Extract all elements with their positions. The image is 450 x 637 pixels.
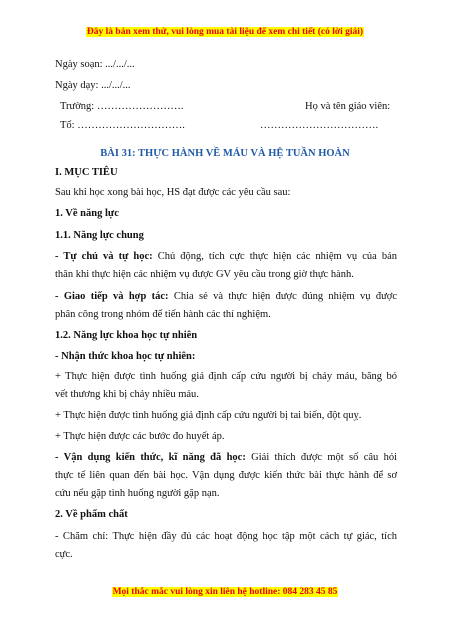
heading-nang-luc-khtn: 1.2. Năng lực khoa học tự nhiên xyxy=(55,330,198,341)
paragraph-cham-chi: - Chăm chỉ: Thực hiện đầy đủ các hoạt động học tập một cách tự giác, tích xyxy=(55,531,397,542)
heading-pham-chat: 2. Về phẩm chất xyxy=(55,509,128,520)
preview-banner xyxy=(0,27,450,37)
paragraph-giao-tiep: - Giao tiếp và hợp tác: Chia sẻ và thực hiện được đúng nhiệm vụ được xyxy=(55,291,397,302)
bullet-cap-cuu: + Thực hiện được tình huống giả định cấp cứu người bị chảy máu, băng bó xyxy=(55,371,397,382)
bullet-tai-bien: + Thực hiện được tình huống giả định cấp cứu người bị tai biến, đột quỵ. xyxy=(55,410,362,421)
heading-nang-luc: 1. Về năng lực xyxy=(55,208,119,219)
teacher-name-field: Họ và tên giáo viên: xyxy=(305,101,391,112)
preview-banner-text: Đây là bản xem thử, vui lòng mua tài liệu để xem chi tiết (có lời giải) xyxy=(86,27,364,37)
to-field: Tổ: …………………………. xyxy=(60,120,185,131)
to-dots: ……………………………. xyxy=(260,120,379,131)
hotline-banner xyxy=(0,587,450,597)
heading-nang-luc-chung: 1.1. Năng lực chung xyxy=(55,230,144,241)
hotline-banner-text: Mọi thắc mắc vui lòng xin liên hệ hotline: 084 283 45 85 xyxy=(112,587,338,597)
truong-field: Trường: ……………………. xyxy=(60,101,184,112)
intro-text: Sau khi học xong bài học, HS đạt được các yêu cầu sau: xyxy=(55,187,291,198)
paragraph-giao-tiep-cont: phân công trong nhóm để tiến hành các thí nghiệm. xyxy=(55,309,271,320)
bullet-cap-cuu-cont: vết thương khi bị chảy nhiều máu. xyxy=(55,389,199,400)
bullet-huyet-ap: + Thực hiện được các bước đo huyết áp. xyxy=(55,431,225,442)
paragraph-van-dung: - Vận dụng kiến thức, kĩ năng đã học: Giải thích được một số câu hỏi xyxy=(55,452,398,463)
ngay-day: Ngày dạy: .../.../... xyxy=(55,80,131,91)
paragraph-tu-chu-cont: thân khi thực hiện các nhiệm vụ được GV yêu cầu trong giờ thực hành. xyxy=(55,269,354,280)
paragraph-cham-chi-cont: cực. xyxy=(55,549,73,560)
paragraph-van-dung-end: cứu nếu gặp tình huống người gặp nạn. xyxy=(55,488,220,499)
heading-nhan-thuc: - Nhận thức khoa học tự nhiên: xyxy=(55,351,196,362)
paragraph-tu-chu: - Tự chủ và tự học: Chủ động, tích cực thực hiện các nhiệm vụ của bản xyxy=(55,251,397,262)
lesson-title: BÀI 31: THỰC HÀNH VỀ MÁU VÀ HỆ TUẦN HOÀN xyxy=(100,148,350,159)
ngay-soan: Ngày soạn: .../.../... xyxy=(55,59,135,70)
paragraph-van-dung-cont: thực tế liên quan đến bài học. Vận dụng được kiến thức bài thực hành để sơ xyxy=(55,470,397,481)
section-heading: I. MỤC TIÊU xyxy=(55,167,118,178)
